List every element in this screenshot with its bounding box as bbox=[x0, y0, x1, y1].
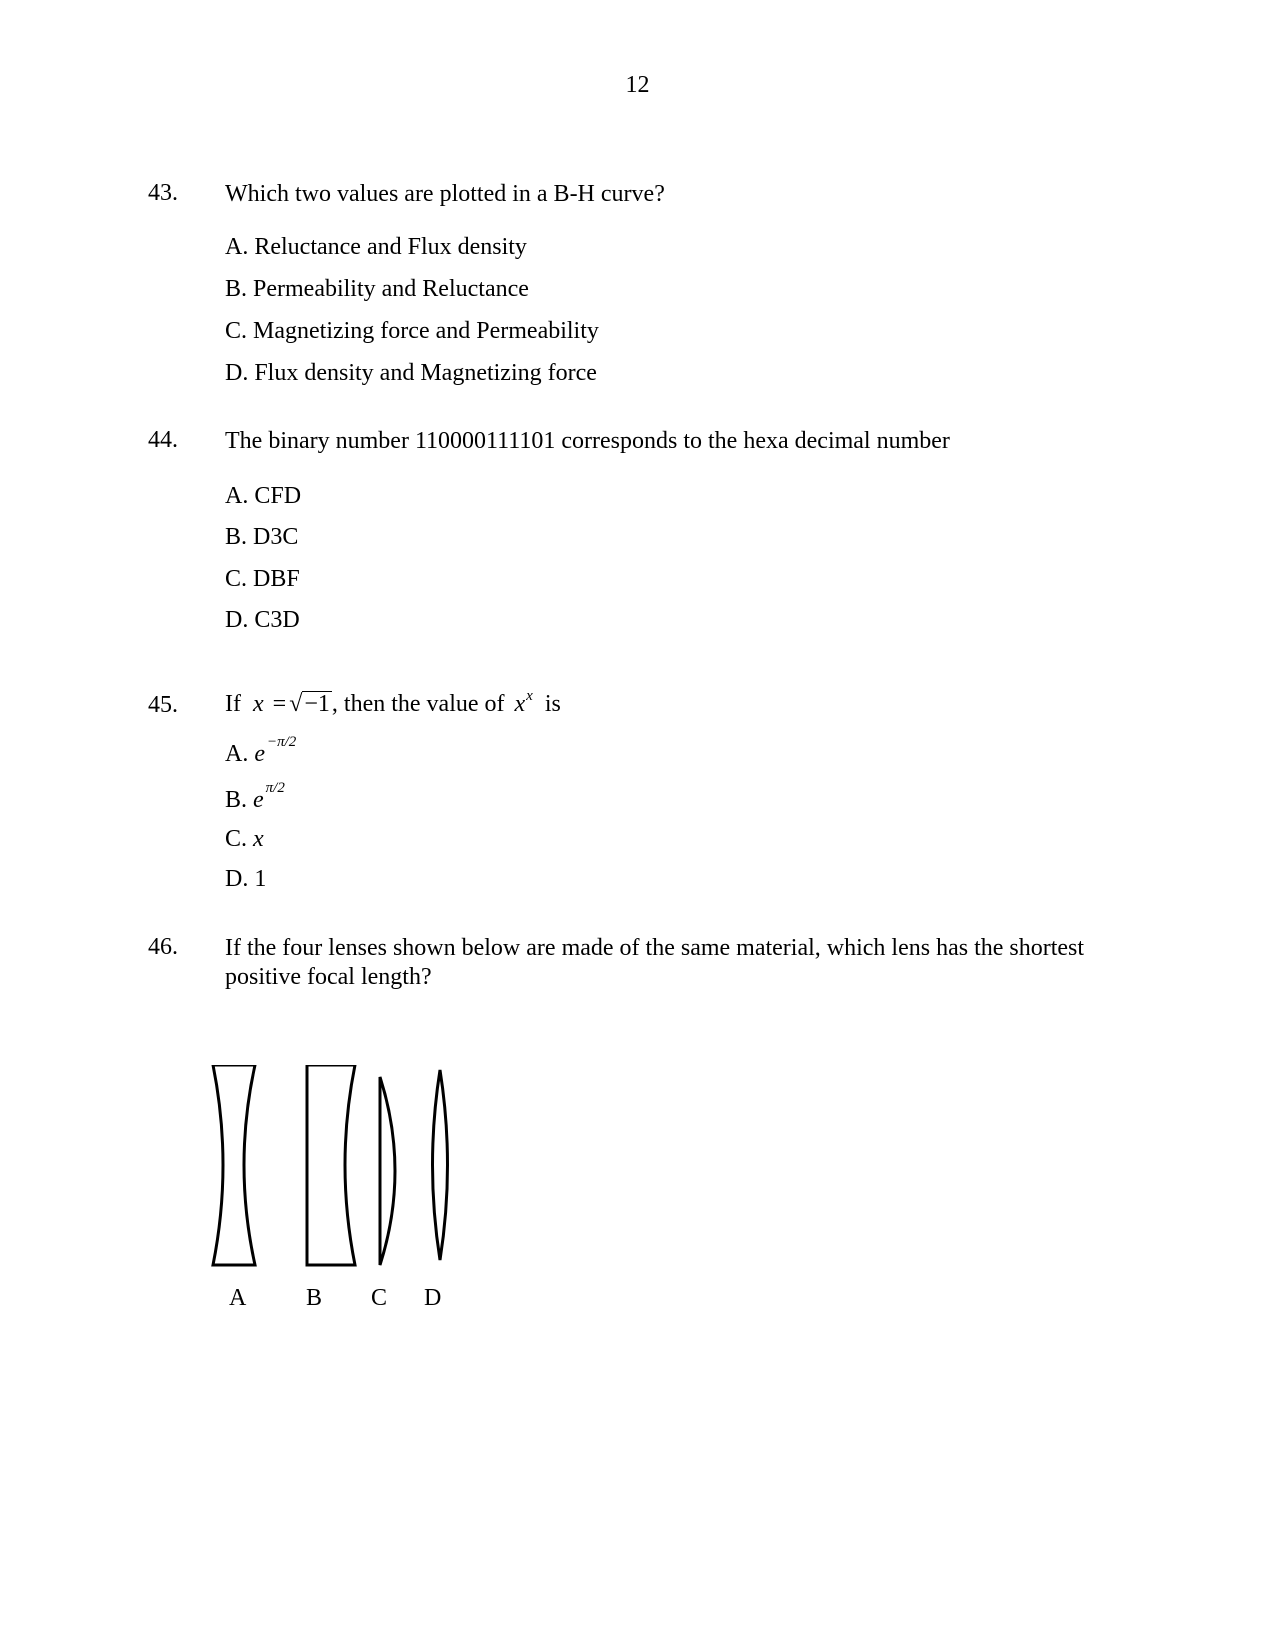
option-value: 1 bbox=[254, 866, 267, 892]
lens-c-plano-convex bbox=[380, 1077, 395, 1265]
question-45-radicand: −1 bbox=[304, 691, 330, 717]
question-45-exponent: x bbox=[526, 688, 533, 704]
question-43-number: 43. bbox=[148, 180, 178, 206]
question-45-suffix: is bbox=[544, 691, 561, 717]
question-44-number: 44. bbox=[148, 427, 178, 453]
question-45-text bbox=[225, 690, 1145, 722]
option-label: D. bbox=[225, 866, 249, 892]
question-45-option-d bbox=[225, 866, 266, 893]
question-44-option-d: D. C3D bbox=[225, 607, 300, 633]
question-44-option-a: A. CFD bbox=[225, 483, 302, 509]
lens-b-plano-concave bbox=[307, 1065, 355, 1265]
option-label: C. bbox=[225, 826, 248, 852]
lens-a-biconcave bbox=[213, 1065, 255, 1265]
question-43-text: Which two values are plotted in a B-H curve? bbox=[225, 181, 665, 207]
lens-label-a: A bbox=[229, 1285, 247, 1311]
radical-sign-icon: √ bbox=[289, 691, 303, 717]
page-number: 12 bbox=[625, 72, 650, 98]
lens-label-b: B bbox=[306, 1285, 323, 1311]
question-43-option-a: A. Reluctance and Flux density bbox=[225, 234, 527, 260]
option-base: e bbox=[253, 787, 264, 813]
question-45-option-b bbox=[225, 780, 285, 814]
lens-diagram bbox=[205, 1065, 495, 1275]
question-43-option-d: D. Flux density and Magnetizing force bbox=[225, 360, 597, 386]
question-45-option-a bbox=[225, 734, 297, 768]
question-43-option-c: C. Magnetizing force and Permeability bbox=[225, 318, 599, 344]
option-base: e bbox=[254, 741, 265, 767]
option-exponent: −π/2 bbox=[267, 734, 297, 750]
question-45-number: 45. bbox=[148, 692, 178, 718]
question-44-text: The binary number 110000111101 corresponds to the hexa decimal number bbox=[225, 428, 950, 454]
option-label: A. bbox=[225, 741, 249, 767]
question-45-base: x bbox=[514, 691, 526, 717]
option-value: x bbox=[253, 826, 264, 852]
option-label: B. bbox=[225, 787, 248, 813]
question-46-number: 46. bbox=[148, 934, 178, 960]
lens-label-d: D bbox=[424, 1285, 442, 1311]
question-43-option-b: B. Permeability and Reluctance bbox=[225, 276, 529, 302]
question-45-middle: , then the value of bbox=[331, 691, 505, 717]
question-46-line-2: positive focal length? bbox=[225, 964, 432, 990]
lens-label-c: C bbox=[371, 1285, 388, 1311]
question-46-text bbox=[225, 934, 1185, 992]
question-46-line-1: If the four lenses shown below are made of the same material, which lens has the shortest bbox=[225, 935, 1085, 961]
question-45-equals: = bbox=[272, 691, 287, 717]
question-44-option-b: B. D3C bbox=[225, 524, 299, 550]
question-44-option-c: C. DBF bbox=[225, 566, 300, 592]
lens-d-biconvex bbox=[433, 1070, 448, 1260]
question-45-option-c bbox=[225, 826, 264, 853]
question-45-var: x bbox=[252, 691, 264, 717]
question-45-prefix: If bbox=[225, 691, 241, 717]
option-exponent: π/2 bbox=[265, 780, 285, 796]
